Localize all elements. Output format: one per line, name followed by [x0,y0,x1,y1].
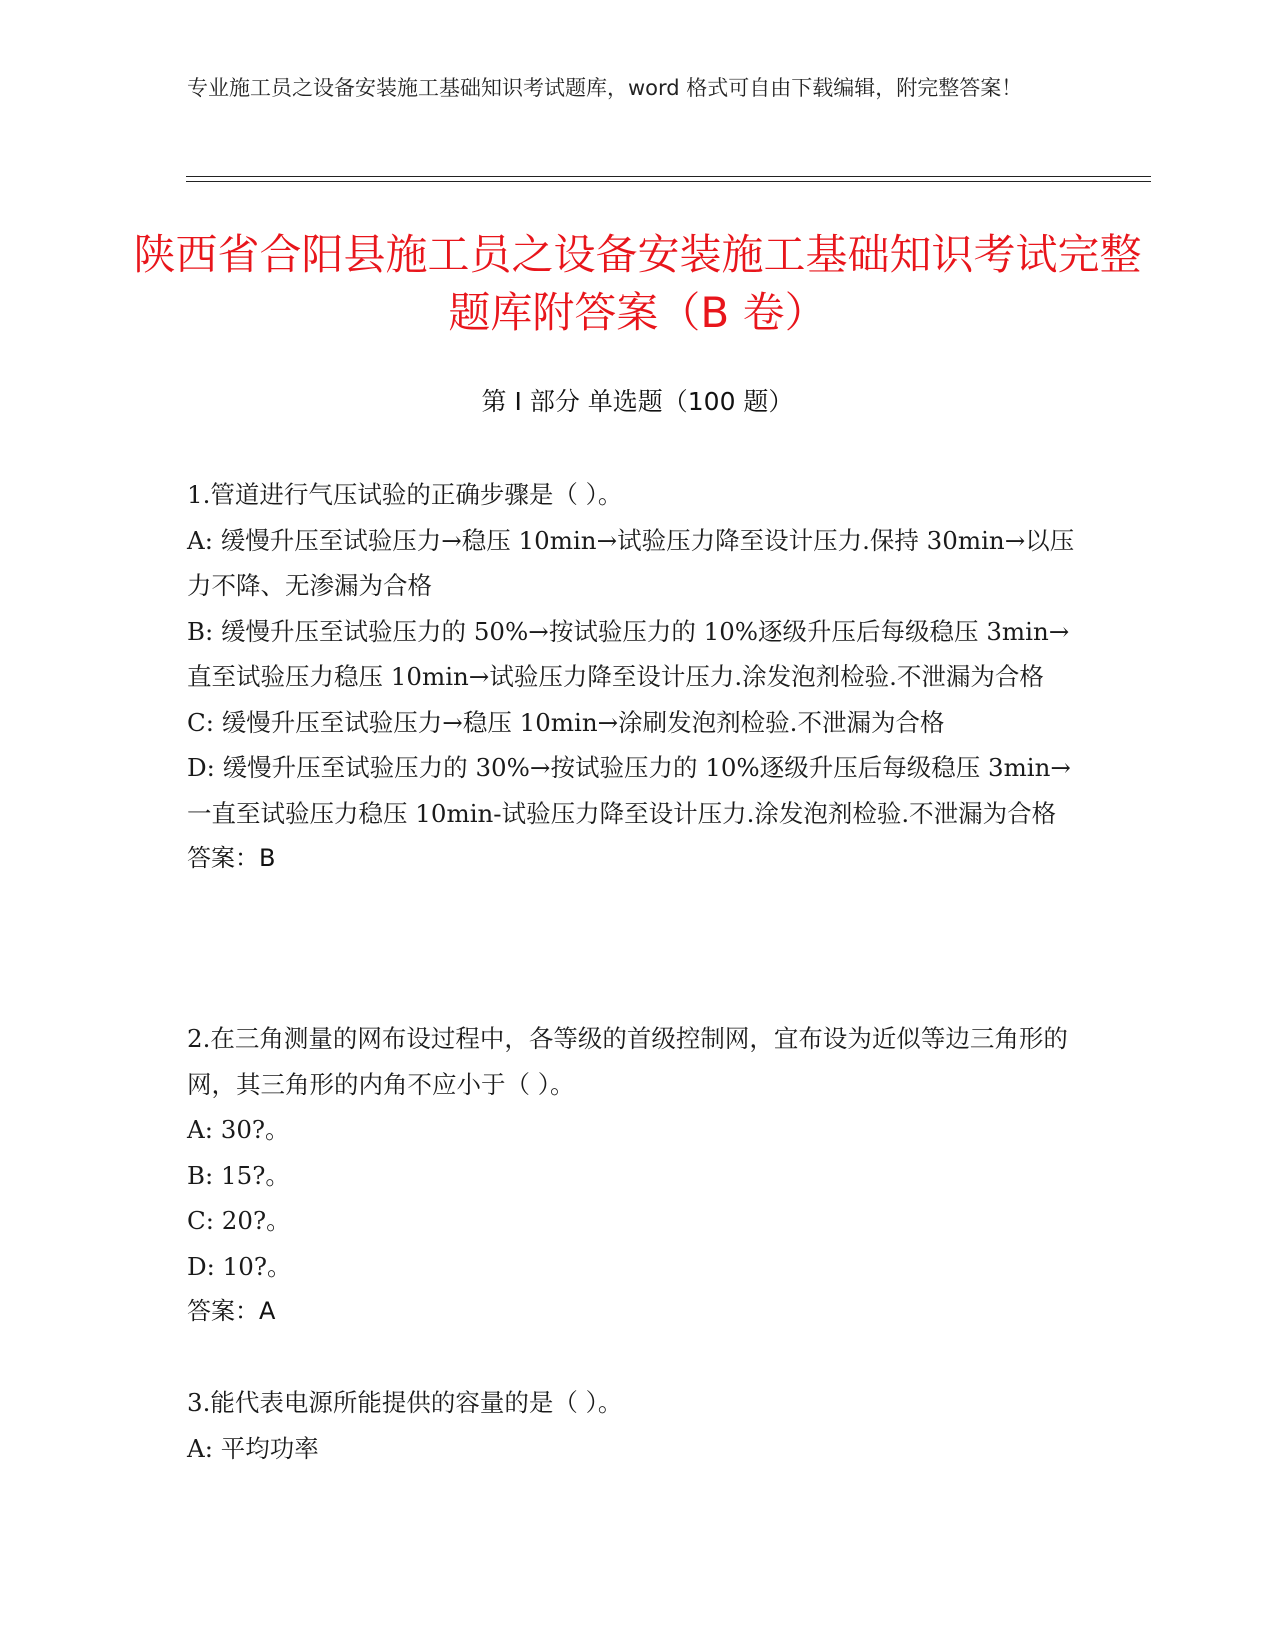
question-stem: 3.能代表电源所能提供的容量的是（ ）。 [187,1388,623,1417]
question-stem: 2.在三角测量的网布设过程中，各等级的首级控制网，宜布设为近似等边三角形的网，其三角形的内角不应小于（ ）。 [187,1024,1068,1099]
header-divider [186,176,1151,182]
answer-line: 答案：A [187,1297,276,1325]
question-3 [187,1380,1077,1471]
option-d: D: 10?。 [187,1251,292,1281]
option-c: C: 20?。 [187,1206,291,1235]
option-b: B: 15?。 [187,1160,290,1190]
question-stem: 1.管道进行气压试验的正确步骤是（ ）。 [187,480,623,509]
option-d: D: 缓慢升压至试验压力的 30%→按试验压力的 10%逐级升压后每级稳压 3min→一直至试验压力稳压 10min-试验压力降至设计压力.涂发泡剂检验.不泄漏为合格 [187,753,1071,828]
option-a: A: 30?。 [187,1115,290,1144]
header-note: 专业施工员之设备安装施工基础知识考试题库，word 格式可自由下载编辑，附完整答案！ [187,76,1023,100]
document-title: 陕西省合阳县施工员之设备安装施工基础知识考试完整题库附答案（B 卷） [133,230,1142,337]
option-a: A: 平均功率 [187,1433,319,1463]
option-c: C: 缓慢升压至试验压力→稳压 10min→涂刷发泡剂检验.不泄漏为合格 [187,707,945,737]
section-title: 第 I 部分 单选题（100 题） [481,387,794,416]
question-1 [187,472,1077,882]
question-2 [187,1016,1077,1335]
option-a: A: 缓慢升压至试验压力→稳压 10min→试验压力降至设计压力.保持 30min→以压力不降、无渗漏为合格 [187,525,1075,600]
answer-line: 答案：B [187,844,276,872]
option-b: B: 缓慢升压至试验压力的 50%→按试验压力的 10%逐级升压后每级稳压 3min→直至试验压力稳压 10min→试验压力降至设计压力.涂发泡剂检验.不泄漏为合格 [187,616,1070,691]
